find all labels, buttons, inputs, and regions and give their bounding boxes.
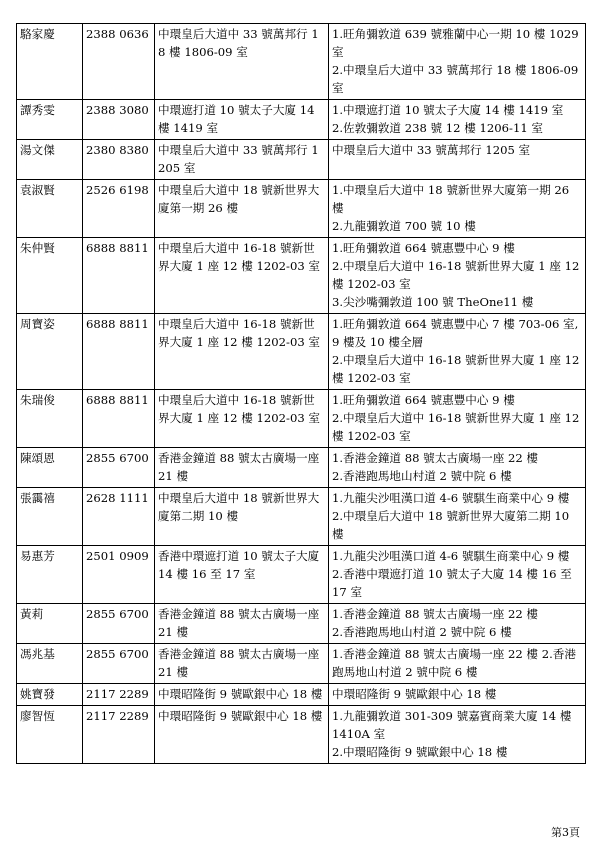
table-row (17, 448, 586, 488)
other-addresses-cell (329, 24, 586, 100)
phone-cell: 2117 2289 (83, 684, 155, 706)
office-address-cell: 中環皇后大道中 16-18 號新世界大廈 1 座 12 樓 1202-03 室 (155, 238, 329, 314)
address-line: 1.九龍尖沙咀漢口道 4-6 號騏生商業中心 9 樓 (332, 549, 570, 563)
address-line: 2.香港跑馬地山村道 2 號中院 6 樓 (332, 625, 512, 639)
office-address-cell: 中環皇后大道中 16-18 號新世界大廈 1 座 12 樓 1202-03 室 (155, 390, 329, 448)
other-addresses-cell (329, 100, 586, 140)
address-line: 1.香港金鐘道 88 號太古廣場一座 22 樓 2.香港跑馬地山村道 2 號中院 6 樓 (332, 647, 576, 679)
directory-table (16, 23, 586, 764)
address-line: 2.中環皇后大道中 33 號萬邦行 18 樓 1806-09 室 (332, 63, 579, 95)
phone-cell: 6888 8811 (83, 238, 155, 314)
person-name-cell: 黃莉 (17, 604, 83, 644)
address-line: 2.中環皇后大道中 18 號新世界大廈第二期 10 樓 (332, 509, 570, 541)
address-line: 3.尖沙嘴彌敦道 100 號 TheOne11 樓 (332, 295, 534, 309)
table-row (17, 644, 586, 684)
other-addresses-cell (329, 684, 586, 706)
address-line: 1.中環皇后大道中 18 號新世界大廈第一期 26 樓 (332, 183, 570, 215)
office-address-cell: 中環皇后大道中 18 號新世界大廈第一期 26 樓 (155, 180, 329, 238)
office-address-cell: 香港金鐘道 88 號太古廣場一座 21 樓 (155, 644, 329, 684)
other-addresses-cell (329, 238, 586, 314)
phone-cell: 2855 6700 (83, 604, 155, 644)
person-name-cell: 駱家慶 (17, 24, 83, 100)
other-addresses-cell (329, 140, 586, 180)
table-row (17, 100, 586, 140)
address-line: 1.九龍彌敦道 301-309 號嘉賓商業大廈 14 樓 1410A 室 (332, 709, 572, 741)
table-row (17, 390, 586, 448)
table-row (17, 314, 586, 390)
address-line: 1.香港金鐘道 88 號太古廣場一座 22 樓 (332, 451, 539, 465)
person-name-cell: 朱仲賢 (17, 238, 83, 314)
address-line: 1.中環遮打道 10 號太子大廈 14 樓 1419 室 (332, 103, 564, 117)
address-line: 2.香港跑馬地山村道 2 號中院 6 樓 (332, 469, 512, 483)
office-address-cell: 中環皇后大道中 33 號萬邦行 18 樓 1806-09 室 (155, 24, 329, 100)
address-line: 2.香港中環遮打道 10 號太子大廈 14 樓 16 至 17 室 (332, 567, 572, 599)
phone-cell: 2388 3080 (83, 100, 155, 140)
address-line: 1.九龍尖沙咀漢口道 4-6 號騏生商業中心 9 樓 (332, 491, 570, 505)
person-name-cell: 譚秀雯 (17, 100, 83, 140)
directory-table-body (17, 24, 586, 764)
table-row (17, 180, 586, 238)
other-addresses-cell (329, 180, 586, 238)
person-name-cell: 袁淑賢 (17, 180, 83, 238)
table-row (17, 24, 586, 100)
phone-cell: 6888 8811 (83, 390, 155, 448)
office-address-cell: 中環皇后大道中 18 號新世界大廈第二期 10 樓 (155, 488, 329, 546)
office-address-cell: 香港金鐘道 88 號太古廣場一座 21 樓 (155, 448, 329, 488)
address-line: 1.旺角彌敦道 639 號雅蘭中心一期 10 樓 1029 室 (332, 27, 579, 59)
phone-cell: 2855 6700 (83, 644, 155, 684)
other-addresses-cell (329, 604, 586, 644)
person-name-cell: 湯文傑 (17, 140, 83, 180)
phone-cell: 2501 0909 (83, 546, 155, 604)
person-name-cell: 張靄禧 (17, 488, 83, 546)
person-name-cell: 姚寶發 (17, 684, 83, 706)
other-addresses-cell (329, 314, 586, 390)
office-address-cell: 中環皇后大道中 16-18 號新世界大廈 1 座 12 樓 1202-03 室 (155, 314, 329, 390)
other-addresses-cell (329, 448, 586, 488)
table-row (17, 238, 586, 314)
address-line: 中環昭隆街 9 號歐銀中心 18 樓 (332, 687, 497, 701)
phone-cell: 2380 8380 (83, 140, 155, 180)
person-name-cell: 朱瑞俊 (17, 390, 83, 448)
address-line: 中環皇后大道中 33 號萬邦行 1205 室 (332, 143, 531, 157)
person-name-cell: 陳頌恩 (17, 448, 83, 488)
person-name-cell: 易惠芳 (17, 546, 83, 604)
person-name-cell: 廖智恆 (17, 706, 83, 764)
office-address-cell: 中環昭隆街 9 號歐銀中心 18 樓 (155, 684, 329, 706)
other-addresses-cell (329, 390, 586, 448)
phone-cell: 2388 0636 (83, 24, 155, 100)
person-name-cell: 周寶姿 (17, 314, 83, 390)
other-addresses-cell (329, 488, 586, 546)
table-row (17, 488, 586, 546)
table-row (17, 546, 586, 604)
office-address-cell: 中環昭隆街 9 號歐銀中心 18 樓 (155, 706, 329, 764)
phone-cell: 2117 2289 (83, 706, 155, 764)
address-line: 1.香港金鐘道 88 號太古廣場一座 22 樓 (332, 607, 539, 621)
other-addresses-cell (329, 546, 586, 604)
address-line: 1.旺角彌敦道 664 號惠豐中心 9 樓 (332, 241, 515, 255)
phone-cell: 6888 8811 (83, 314, 155, 390)
address-line: 2.九龍彌敦道 700 號 10 樓 (332, 219, 476, 233)
address-line: 1.旺角彌敦道 664 號惠豐中心 9 樓 (332, 393, 515, 407)
address-line: 2.中環昭隆街 9 號歐銀中心 18 樓 (332, 745, 508, 759)
phone-cell: 2855 6700 (83, 448, 155, 488)
address-line: 2.中環皇后大道中 16-18 號新世界大廈 1 座 12 樓 1202-03 室 (332, 411, 580, 443)
address-line: 2.中環皇后大道中 16-18 號新世界大廈 1 座 12 樓 1202-03 室 (332, 259, 580, 291)
office-address-cell: 香港金鐘道 88 號太古廣場一座 21 樓 (155, 604, 329, 644)
other-addresses-cell (329, 644, 586, 684)
table-row (17, 706, 586, 764)
other-addresses-cell (329, 706, 586, 764)
office-address-cell: 香港中環遮打道 10 號太子大廈 14 樓 16 至 17 室 (155, 546, 329, 604)
phone-cell: 2526 6198 (83, 180, 155, 238)
office-address-cell: 中環遮打道 10 號太子大廈 14 樓 1419 室 (155, 100, 329, 140)
phone-cell: 2628 1111 (83, 488, 155, 546)
office-address-cell: 中環皇后大道中 33 號萬邦行 1205 室 (155, 140, 329, 180)
table-row (17, 140, 586, 180)
address-line: 2.中環皇后大道中 16-18 號新世界大廈 1 座 12 樓 1202-03 室 (332, 353, 580, 385)
address-line: 2.佐敦彌敦道 238 號 12 樓 1206-11 室 (332, 121, 543, 135)
person-name-cell: 馮兆基 (17, 644, 83, 684)
table-row (17, 684, 586, 706)
page-number: 第3頁 (551, 826, 580, 839)
address-line: 1.旺角彌敦道 664 號惠豐中心 7 樓 703-06 室,9 樓及 10 樓全層 (332, 317, 579, 349)
table-row (17, 604, 586, 644)
